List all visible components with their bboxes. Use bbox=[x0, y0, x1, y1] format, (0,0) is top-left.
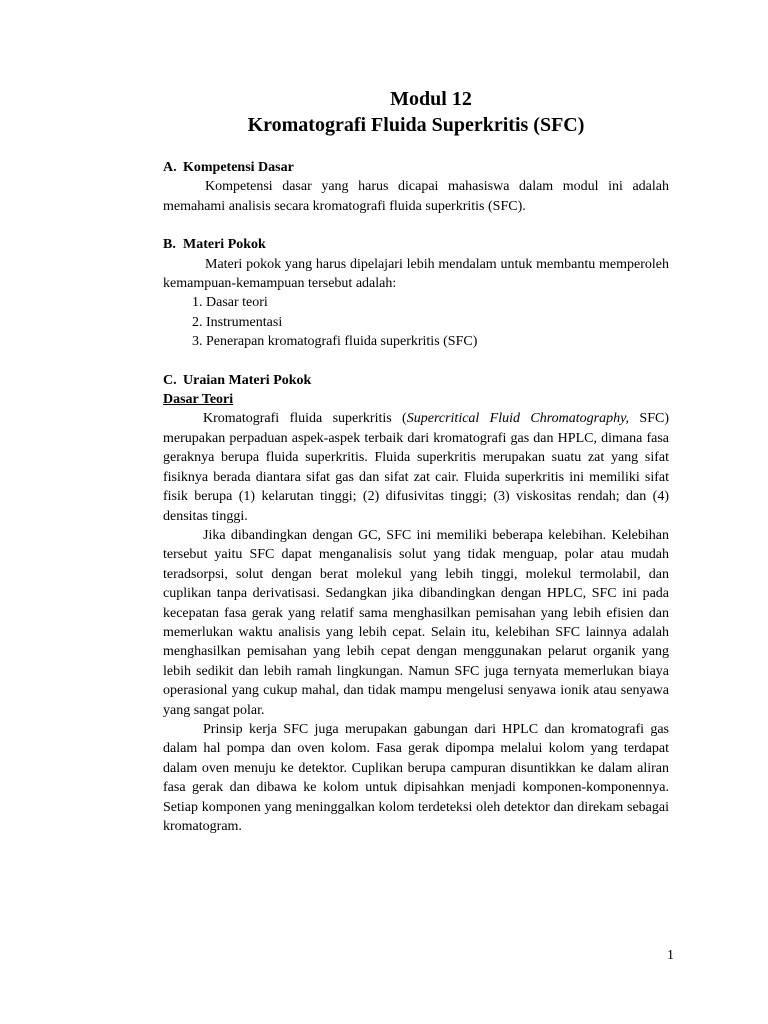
section-c-title: Uraian Materi Pokok bbox=[183, 372, 312, 388]
section-b-title: Materi Pokok bbox=[183, 237, 266, 253]
section-a-title: Kompetensi Dasar bbox=[183, 160, 294, 175]
p1-text-end: SFC) merupakan perpaduan aspek-aspek terbaik dari kromatografi gas dan HPLC, dimana fasa geraknya berupa fluida superkritis. Fluida superkritis merupakan suatu zat yang sifat fisiknya berada diantara sifat gas dan sifat zat cair. Fluida superkritis ini memiliki sifat fisik berupa (1) kelarutan tinggi; (2) difusivitas tinggi; (3) viskositas rendah; dan (4) densitas tinggi. bbox=[163, 411, 669, 524]
section-c-paragraph-3: Prinsip kerja SFC juga merupakan gabungan dari HPLC dan kromatografi gas dalam hal pompa dan oven kolom. Fasa gerak dipompa melalui kolom yang terdapat dalam oven menuju ke detektor. Cuplikan berupa campuran disuntikkan ke dalam aliran fasa gerak dan dibawa ke kolom untuk dipisahkan menjadi komponen-komponennya. Setiap komponen yang meninggalkan kolom terdeteksi oleh detektor dan direkam sebagai kromatogram. bbox=[163, 721, 669, 834]
section-a bbox=[163, 158, 669, 216]
section-b-heading bbox=[163, 235, 669, 254]
section-c-paragraph-1 bbox=[163, 409, 669, 525]
section-b-paragraph: Materi pokok yang harus dipelajari lebih mendalam untuk membantu memperoleh kemampuan-kemampuan tersebut adalah: bbox=[163, 256, 669, 292]
list-item: 2. Instrumentasi bbox=[206, 313, 669, 332]
dasar-teori-subheading: Dasar Teori bbox=[163, 392, 234, 408]
section-b-letter: B. bbox=[163, 237, 176, 253]
p1-italic-term: Supercritical Fluid Chromatography, bbox=[406, 411, 630, 427]
p1-text-start: Kromatografi fluida superkritis ( bbox=[203, 411, 407, 427]
page-number: 1 bbox=[667, 948, 674, 963]
list-item: 1. Dasar teori bbox=[206, 293, 669, 312]
section-a-paragraph: Kompetensi dasar yang harus dicapai mahasiswa dalam modul ini adalah memahami analisis secara kromatografi fluida superkritis (SFC). bbox=[163, 179, 669, 214]
section-a-letter: A. bbox=[163, 160, 177, 175]
module-subtitle: Kromatografi Fluida Superkritis (SFC) bbox=[247, 114, 585, 136]
document-page bbox=[163, 86, 669, 855]
section-a-heading bbox=[163, 158, 669, 177]
module-title: Modul 12 bbox=[390, 88, 472, 110]
section-b bbox=[163, 235, 669, 351]
section-c-paragraph-2: Jika dibandingkan dengan GC, SFC ini memiliki beberapa kelebihan. Kelebihan tersebut yaitu SFC dapat menganalisis solut yang tidak menguap, polar atau mudah teradsorpsi, solut dengan berat molekul yang lebih tinggi, molekul termolabil, dan cuplikan tanpa derivatisasi. Sedangkan jika dibandingkan dengan HPLC, SFC ini pada kecepatan fasa gerak yang relatif sama menghasilkan pemisahan yang lebih efisien dan memerlukan waktu analisis yang lebih cepat. Selain itu, kelebihan SFC lainnya adalah menghasilkan pemisahan yang lebih cepat dengan menggunakan pelarut organik yang lebih sedikit dan lebih ramah lingkungan. Namun SFC juga ternyata memerlukan biaya operasional yang cukup mahal, dan tidak mampu mengelusi senyawa ionik atau senyawa yang sangat polar. bbox=[163, 527, 669, 718]
list-item: 3. Penerapan kromatografi fluida superkritis (SFC) bbox=[206, 332, 669, 351]
section-c-letter: C. bbox=[163, 372, 177, 388]
section-c bbox=[163, 371, 669, 837]
materi-list bbox=[163, 293, 669, 351]
title-block bbox=[163, 86, 669, 138]
section-c-heading bbox=[163, 371, 669, 390]
